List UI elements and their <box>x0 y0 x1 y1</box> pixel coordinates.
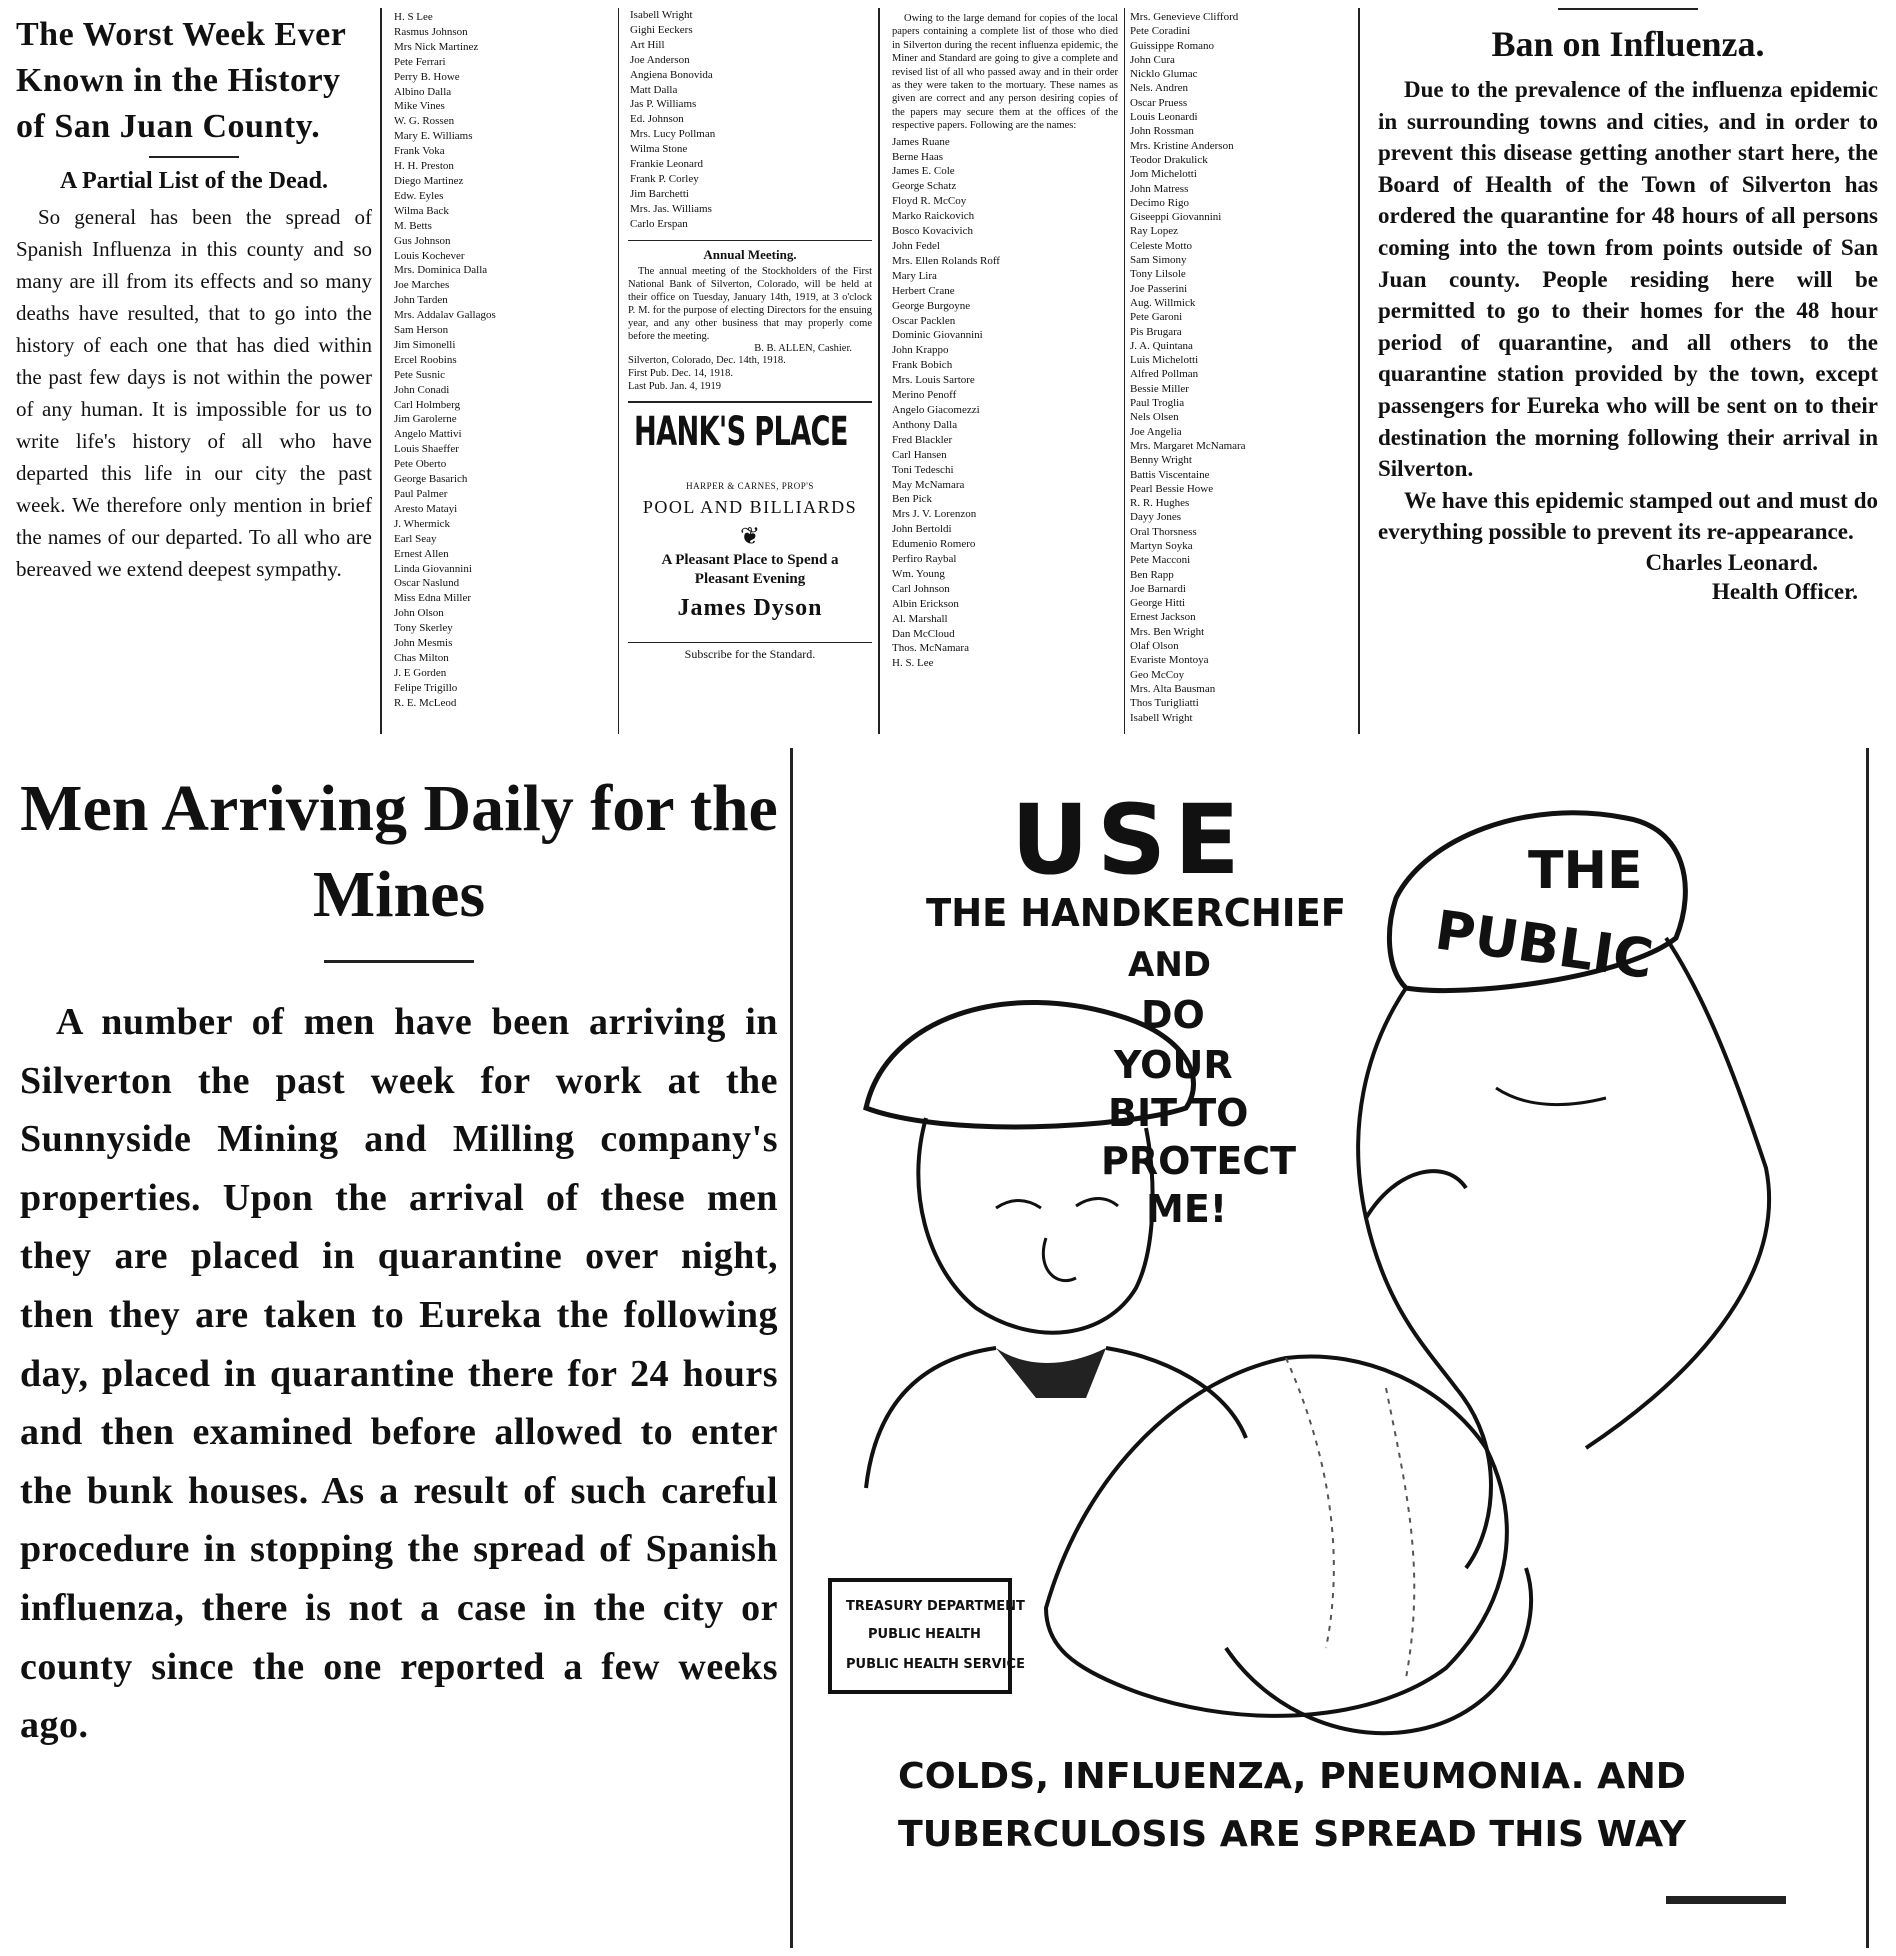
speech-and: AND <box>1128 945 1211 985</box>
speech-bit-to: BIT TO <box>1108 1091 1249 1135</box>
list-item: Pis Brugara <box>1130 325 1182 338</box>
hanks-place-ad <box>628 409 872 734</box>
clipping-ban-on-influenza <box>1366 8 1890 734</box>
list-item: John Conadi <box>394 383 450 396</box>
handkerchief-folds <box>1286 1358 1414 1678</box>
names-list-1 <box>394 10 614 711</box>
list-item: John Bertoldi <box>892 523 952 536</box>
list-item: Sam Simony <box>1130 254 1187 267</box>
annual-meeting-first-pub: First Pub. Dec. 14, 1918. <box>628 367 733 379</box>
hanks-place-proprietors: HARPER & CARNES, PROP'S <box>686 480 814 491</box>
list-item: M. Betts <box>394 219 432 232</box>
column-rule <box>878 8 880 734</box>
list-item: Edw. Eyles <box>394 189 444 202</box>
list-item: Joe Marches <box>394 279 450 292</box>
clipping-border <box>1866 748 1869 1948</box>
list-item: May McNamara <box>892 478 965 491</box>
list-item: Guissippe Romano <box>1130 39 1215 52</box>
list-item: Nicklo Glumac <box>1130 68 1198 81</box>
list-item: Battis Viscentaine <box>1130 468 1210 481</box>
signature-mark <box>1666 1896 1786 1904</box>
list-item: R. R. Hughes <box>1130 497 1190 510</box>
list-item: George Schatz <box>892 180 957 193</box>
ban-signature: Charles Leonard. <box>1645 549 1818 575</box>
column-rule <box>380 8 382 734</box>
cartoon-caption-2: TUBERCULOSIS ARE SPREAD THIS WAY <box>898 1814 1687 1855</box>
list-item: John Matress <box>1130 182 1189 195</box>
men-body: A number of men have been arriving in Silverton the past week for work at the Sunnyside Mining and Milling company's properties. Upon the arrival of these men they are placed in quarantine over night, then they are taken to Eureka the following day, placed in quarantine there for 24 hours and then examined before allowed to enter the bunk houses. As a result of such careful procedure in stopping the spread of Spanish influenza, there is not a case in the city or county since the one reported a few weeks ago. <box>20 1001 778 1747</box>
list-item: Miss Edna Miller <box>394 592 471 605</box>
list-item: Angiena Bonovida <box>630 68 713 81</box>
list-item: George Burgoyne <box>892 299 971 312</box>
list-item: Dan McCloud <box>892 627 955 640</box>
list-item: Mrs. Ellen Rolands Roff <box>892 254 1000 267</box>
worst-week-subhead: A Partial List of the Dead. <box>60 168 328 194</box>
list-item: Teodor Drakulick <box>1130 153 1208 166</box>
worst-week-headline: The Worst Week Ever Known in the History of San Juan County. <box>16 16 346 145</box>
divider <box>628 240 872 241</box>
list-item: Perry B. Howe <box>394 70 460 83</box>
list-item: Wilma Stone <box>630 143 688 156</box>
list-item: Pete Garoni <box>1130 311 1183 324</box>
list-item: Ben Rapp <box>1130 568 1174 581</box>
list-item: Linda Giovannini <box>394 562 472 575</box>
ban-paragraph-1: Due to the prevalence of the influenza epidemic in surrounding towns and cities, and in order to prevent this disease getting another start here, the Board of Health of the Town of Silverton has ordered the quarantine for 48 hours of all persons coming into the town from points outside of San Juan county. People residing here will be permitted to go to their homes for the 48 hour period of quarantine, and all others to the quarantine station provided by the town, except passengers for Eureka who will be sent on to their destination the morning following their arrival in Silverton. <box>1378 77 1878 482</box>
list-item: Frankie Leonard <box>630 158 703 171</box>
list-item: George Hitti <box>1130 597 1186 610</box>
names-list-4 <box>1130 10 1352 725</box>
column-rule <box>1124 8 1125 734</box>
list-item: Nels Olsen <box>1130 411 1179 424</box>
list-item: John Olson <box>394 607 444 620</box>
list-item: Oral Thorsness <box>1130 525 1197 538</box>
list-item: Louis Kochever <box>394 249 465 262</box>
list-item: Joe Angelia <box>1130 425 1182 438</box>
list-item: Louis Leonardi <box>1130 111 1198 124</box>
list-item: Luis Michelotti <box>1130 354 1199 367</box>
list-item: Ed. Johnson <box>630 113 684 126</box>
list-item: Chas Milton <box>394 651 449 664</box>
handkerchief <box>1046 1356 1507 1715</box>
list-item: Floyd R. McCoy <box>892 195 967 208</box>
list-item: Albino Dalla <box>394 85 452 98</box>
list-item: Pete Macconi <box>1130 554 1191 567</box>
subscribe-line: Subscribe for the Standard. <box>684 646 816 661</box>
cartoon-illustration <box>806 748 1870 1948</box>
list-item: Ray Lopez <box>1130 225 1178 238</box>
list-item: John Cura <box>1130 53 1175 66</box>
cartoon-caption-1: COLDS, INFLUENZA, PNEUMONIA. AND <box>898 1756 1686 1797</box>
list-item: Joe Barnardi <box>1130 582 1186 595</box>
list-item: Frank Voka <box>394 145 445 158</box>
list-item: Angelo Mattivi <box>394 428 462 441</box>
list-item: Carl Hansen <box>892 448 947 461</box>
speech-your: YOUR <box>1114 1043 1233 1087</box>
divider <box>149 156 239 158</box>
list-item: Mrs Nick Martinez <box>394 40 479 53</box>
clipping-complete-list <box>886 8 1356 734</box>
annual-meeting-last-pub: Last Pub. Jan. 4, 1919 <box>628 380 722 392</box>
list-item: Pearl Bessie Howe <box>1130 482 1214 495</box>
list-item: Evariste Montoya <box>1130 654 1209 667</box>
list-item: H. S Lee <box>394 11 433 23</box>
divider <box>628 401 872 403</box>
list-item: Pete Ferrari <box>394 55 446 68</box>
list-item: H. H. Preston <box>394 160 454 173</box>
list-item: Ernest Allen <box>394 547 449 560</box>
hanks-place-name: James Dyson <box>677 594 823 621</box>
list-item: Tony Lilsole <box>1130 268 1186 281</box>
list-item: Pete Oberto <box>394 458 447 471</box>
list-item: Oscar Pruess <box>1130 96 1188 109</box>
list-item: Louis Shaeffer <box>394 443 459 456</box>
notice-body: Owing to the large demand for copies of the local papers containing a complete list of those who died in Silverton during the recent influenza epidemic, the Miner and Standard are going to give a complete and revised list of all who passed away and in their order as they were taken to the mortuary. These names as given are correct and any person desiring copies of the papers may secure them at the offices of the respective papers. Following are the names: <box>892 13 1118 132</box>
hanks-place-banner: HANK'S PLACE <box>634 408 848 455</box>
list-item: H. S. Lee <box>892 657 934 670</box>
ornament-icon: ❦ <box>739 523 761 550</box>
list-item: Frank Bobich <box>892 359 953 372</box>
list-item: Angelo Giacomezzi <box>892 403 980 416</box>
clipping-names-ads <box>390 8 876 734</box>
list-item: Paul Troglia <box>1130 397 1185 410</box>
list-item: Edumenio Romero <box>892 538 976 551</box>
list-item: Toni Tedeschi <box>892 463 954 476</box>
list-item: Dominic Giovannini <box>892 329 983 342</box>
list-item: Carl Holmberg <box>394 398 461 411</box>
list-item: Decimo Rigo <box>1130 196 1189 209</box>
list-item: Rasmus Johnson <box>394 25 468 38</box>
list-item: Mrs. Lucy Pollman <box>630 128 716 141</box>
man-nose <box>1043 1238 1076 1281</box>
list-item: Earl Seay <box>394 532 437 545</box>
list-item: Fred Blackler <box>892 433 953 446</box>
list-item: Albin Erickson <box>892 597 959 610</box>
list-item: Mrs. Alta Bausman <box>1130 682 1216 695</box>
list-item: Diego Martinez <box>394 174 464 187</box>
list-item: Ernest Jackson <box>1130 611 1196 624</box>
list-item: J. E Gorden <box>394 666 447 679</box>
list-item: Bosco Kovacivich <box>892 225 973 238</box>
list-item: Mike Vines <box>394 100 445 113</box>
man-eyes <box>996 1199 1118 1209</box>
stamp-line1: TREASURY DEPARTMENT <box>846 1599 1025 1614</box>
annual-meeting-title: Annual Meeting. <box>703 246 797 262</box>
list-item: Celeste Motto <box>1130 239 1193 252</box>
list-item: Paul Palmer <box>394 488 448 500</box>
list-item: Jas P. Williams <box>630 98 697 111</box>
list-item: Mrs. Jas. Williams <box>630 202 712 215</box>
list-item: Mrs. Ben Wright <box>1130 625 1205 638</box>
list-item: Mary E. Williams <box>394 130 473 143</box>
names-list-3 <box>892 135 1118 672</box>
list-item: Bessie Miller <box>1130 382 1189 395</box>
list-item: Pete Coradini <box>1130 25 1191 38</box>
speech-me: ME! <box>1146 1187 1228 1231</box>
list-item: Thos Turigliatti <box>1130 697 1199 710</box>
public-brow <box>1496 1088 1606 1105</box>
cartoon-use: USE <box>1011 784 1248 896</box>
column-rule <box>1358 8 1360 734</box>
list-item: Frank P. Corley <box>630 172 699 185</box>
list-item: Martyn Soyka <box>1130 539 1193 552</box>
ban-signature-title: Health Officer. <box>1711 578 1858 604</box>
list-item: Carl Johnson <box>892 582 950 595</box>
list-item: Mary Lira <box>892 269 937 282</box>
annual-meeting-body: The annual meeting of the Stockholders of the First National Bank of Silverton, Colorado, will be held at their office on Tuesday, January 14th, 1919, at 3 o'clock P. M. for the purpose of electing Directors for the ensuing year, and any other business that may properly come before the meeting. <box>628 265 872 342</box>
list-item: Alfred Pollman <box>1130 368 1199 381</box>
list-item: Perfiro Raybal <box>892 553 957 566</box>
clipping-worst-week <box>8 8 378 734</box>
list-item: Joe Anderson <box>630 53 690 66</box>
list-item: Jim Barchetti <box>630 187 689 200</box>
hat-the: THE <box>1528 841 1643 901</box>
list-item: Jim Simonelli <box>394 338 456 351</box>
public-hand <box>1226 1568 1531 1733</box>
list-item: John Fedel <box>892 240 940 252</box>
list-item: Isabell Wright <box>630 9 693 21</box>
list-item: Mrs. Dominica Dalla <box>394 264 488 277</box>
list-item: J. A. Quintana <box>1130 339 1193 352</box>
list-item: Art Hill <box>630 38 665 51</box>
list-item: Thos. McNamara <box>892 642 969 655</box>
list-item: Mrs. Margaret McNamara <box>1130 439 1246 452</box>
column-rule <box>618 8 619 734</box>
divider <box>628 642 872 643</box>
list-item: Jom Michelotti <box>1130 168 1197 181</box>
public-nose <box>1366 1171 1466 1218</box>
divider <box>1558 8 1698 10</box>
names-list-2 <box>630 8 872 232</box>
list-item: Carlo Erspan <box>630 217 688 230</box>
stamp-line3: PUBLIC HEALTH SERVICE <box>846 1657 1025 1672</box>
list-item: Matt Dalla <box>630 83 678 96</box>
worst-week-body: So general has been the spread of Spanish Influenza in this county and so many are ill from its effects and so many deaths have resulted, that to go into the history of each one that has died within the past few days is not within the power of any human. It is impossible for us to write life's history of all who have departed this life in our city the past week. We therefore only mention in brief the names of our departed. To all who are bereaved we extend deepest sympathy. <box>16 205 372 581</box>
ban-headline: Ban on Influenza. <box>1491 24 1765 64</box>
list-item: Anthony Dalla <box>892 418 958 431</box>
speech-do: DO <box>1141 993 1205 1037</box>
list-item: Joe Passerini <box>1130 282 1188 295</box>
list-item: Pete Susnic <box>394 368 446 381</box>
list-item: James E. Cole <box>892 165 955 178</box>
list-item: Ben Pick <box>892 493 933 506</box>
list-item: Gighi Eeckers <box>630 23 693 36</box>
list-item: Oscar Packlen <box>892 314 956 327</box>
list-item: Mrs. Addalav Gallagos <box>394 309 496 322</box>
list-item: James Ruane <box>892 135 950 148</box>
list-item: Aresto Matayi <box>394 502 458 515</box>
clipping-handkerchief-cartoon <box>806 748 1870 1948</box>
list-item: Isabell Wright <box>1130 711 1193 724</box>
list-item: John Krappo <box>892 344 949 357</box>
list-item: Mrs. Genevieve Clifford <box>1130 11 1239 23</box>
list-item: Benny Wright <box>1130 454 1192 467</box>
list-item: Gus Johnson <box>394 234 451 247</box>
list-item: Tony Skerley <box>394 622 453 635</box>
hanks-place-pool: POOL AND BILLIARDS <box>642 496 858 517</box>
cartoon-line1: THE HANDKERCHIEF <box>926 891 1346 935</box>
list-item: R. E. McLeod <box>394 696 457 709</box>
list-item: John Rossman <box>1130 125 1194 138</box>
list-item: Giseeppi Giovannini <box>1130 211 1222 224</box>
list-item: Marko Raickovich <box>892 210 975 223</box>
list-item: John Mesmis <box>394 637 453 650</box>
men-headline: Men Arriving Daily for the Mines <box>20 772 778 931</box>
cartoon-speech <box>1101 945 1296 1231</box>
hat-public: PUBLIC <box>1431 898 1657 992</box>
public-profile <box>1358 988 1491 1568</box>
list-item: Wm. Young <box>892 567 945 580</box>
list-item: Felipe Trigillo <box>394 681 458 694</box>
list-item: Berne Haas <box>892 150 944 163</box>
list-item: Al. Marshall <box>892 612 948 625</box>
annual-meeting-dateline: Silverton, Colorado, Dec. 14th, 1918. <box>628 354 786 366</box>
hanks-place-tagline: A Pleasant Place to Spend a Pleasant Evening <box>661 551 839 587</box>
list-item: Oscar Naslund <box>394 577 460 590</box>
list-item: Geo McCoy <box>1130 668 1185 681</box>
list-item: Mrs. Louis Sartore <box>892 374 975 387</box>
list-item: Mrs J. V. Lorenzon <box>892 508 977 521</box>
divider <box>324 960 474 963</box>
list-item: Olaf Olson <box>1130 640 1179 653</box>
man-bowtie <box>996 1348 1106 1398</box>
list-item: Wilma Back <box>394 204 449 217</box>
list-item: Jim Garolerne <box>394 413 457 426</box>
list-item: Herbert Crane <box>892 284 955 297</box>
clipping-men-arriving <box>8 748 788 1948</box>
speech-protect: PROTECT <box>1101 1139 1297 1183</box>
list-item: Nels. Andren <box>1130 82 1189 95</box>
list-item: Ercel Roobins <box>394 353 457 366</box>
public-shoulder <box>1586 938 1769 1448</box>
list-item: Mrs. Kristine Anderson <box>1130 139 1234 152</box>
list-item: Dayy Jones <box>1130 511 1182 524</box>
list-item: George Basarich <box>394 473 468 486</box>
list-item: Merino Penoff <box>892 389 957 402</box>
stamp-line2: PUBLIC HEALTH <box>868 1627 981 1642</box>
list-item: Aug. Willmick <box>1130 296 1196 309</box>
annual-meeting-signature: B. B. ALLEN, Cashier. <box>754 342 852 354</box>
list-item: Sam Herson <box>394 324 449 337</box>
list-item: W. G. Rossen <box>394 115 455 128</box>
ban-paragraph-2: We have this epidemic stamped out and must do everything possible to prevent its re-appearance. <box>1378 487 1878 545</box>
list-item: J. Whermick <box>394 517 451 530</box>
column-rule <box>790 748 793 1948</box>
list-item: John Tarden <box>394 294 448 307</box>
